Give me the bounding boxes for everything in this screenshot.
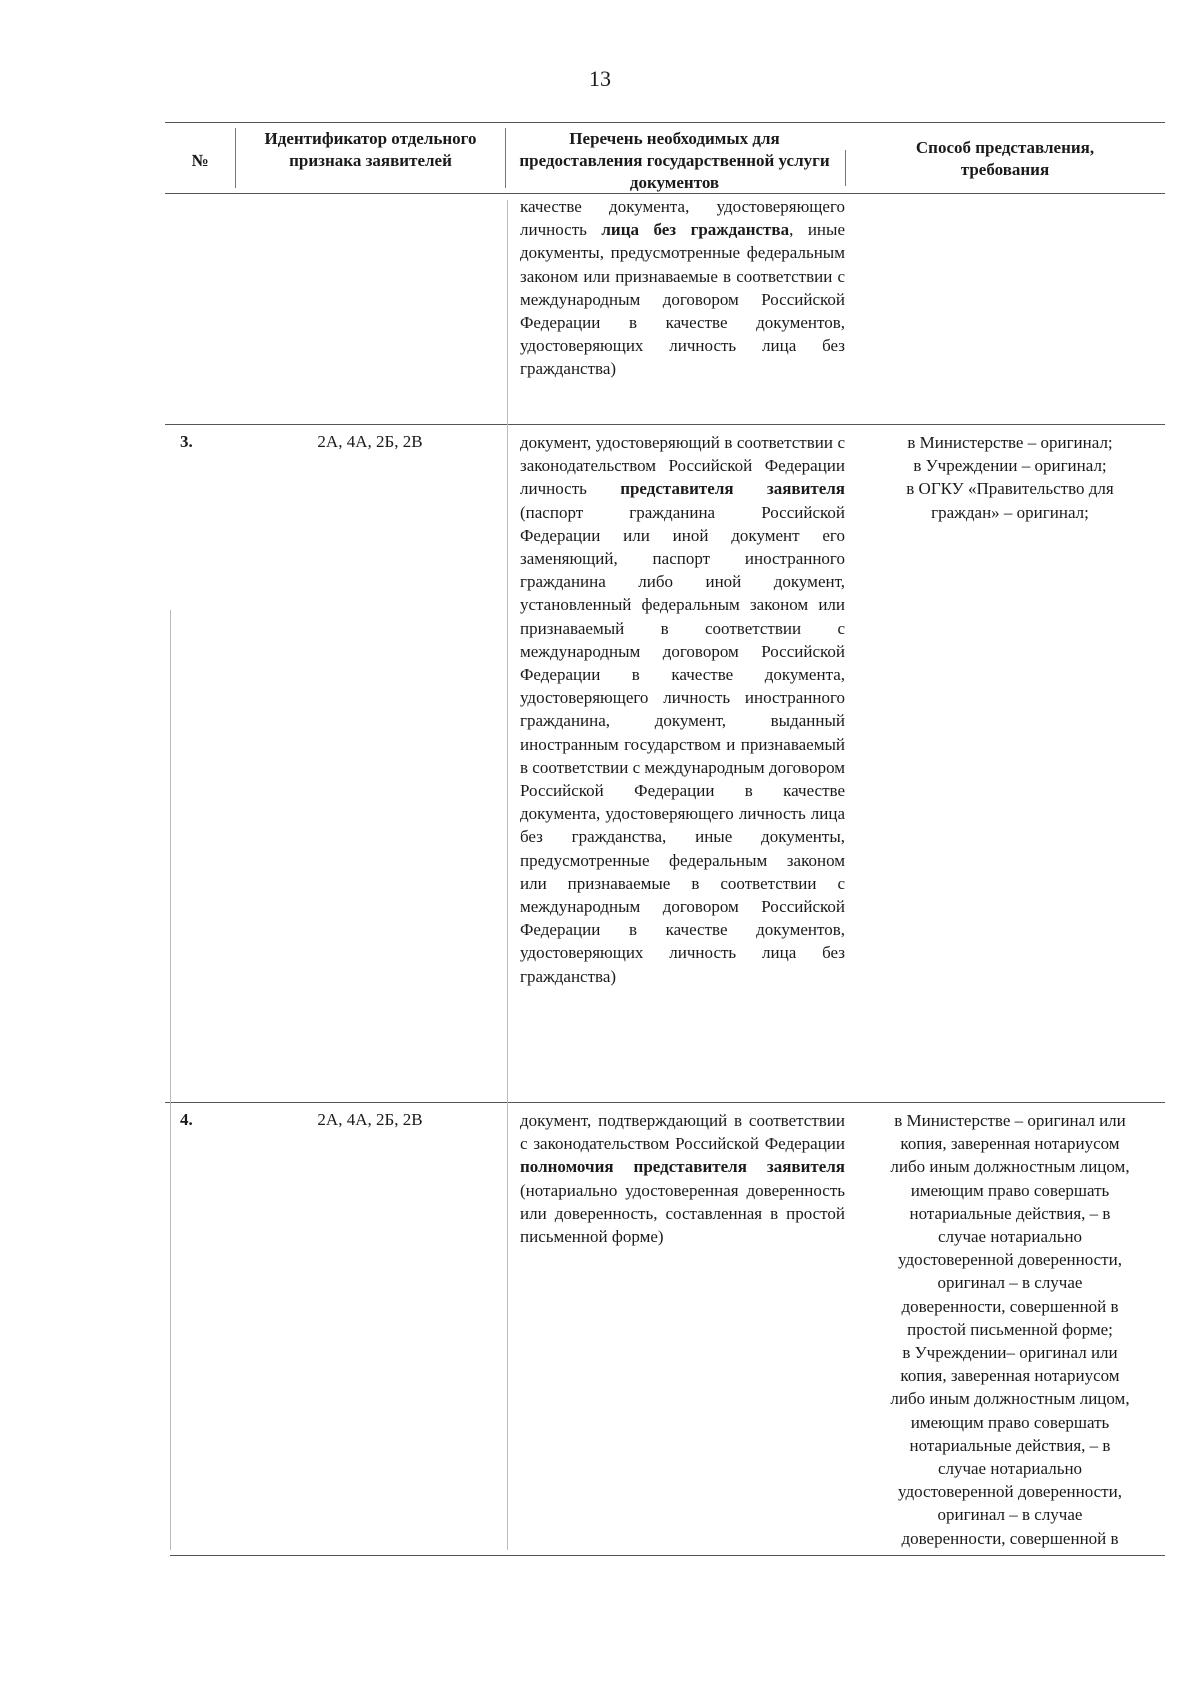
row-3-docs-bold: представителя заявителя <box>620 479 845 499</box>
continuation-text-end: , иные документы, предусмотренные федеральным законом или признаваемые в соответствии с международным договором Российской Федерации в качестве документов, удостоверяющих личность лица без гражданства) <box>520 220 845 379</box>
column-divider-2-body <box>507 200 508 1550</box>
row-3-method <box>860 431 1160 524</box>
column-divider-2 <box>505 128 506 188</box>
row-4-method-line: либо иным должностным лицом, <box>890 1157 1130 1177</box>
column-divider-1 <box>235 128 236 188</box>
row-4-number: 4. <box>180 1110 193 1129</box>
row-4-method-line: в Учреждении– оригинал или <box>902 1343 1118 1363</box>
row-4-docs-bold: полномочия представителя заявителя <box>520 1157 845 1177</box>
header-method: Способ представления, требования <box>915 138 1095 179</box>
row-3-identifiers: 2А, 4А, 2Б, 2В <box>317 432 423 451</box>
row-4-method-line: оригинал – в случае <box>937 1273 1083 1293</box>
row-4-method-line: нотариальные действия, – в <box>909 1203 1111 1223</box>
row-3-bottom-rule <box>165 1102 1165 1103</box>
row-3-number: 3. <box>180 432 193 451</box>
row-4-method-line: имеющим право совершать <box>910 1412 1110 1432</box>
row-4-method-line: случае нотариально <box>937 1227 1083 1247</box>
row-4-method-line: копия, заверенная нотариусом <box>900 1134 1120 1154</box>
column-divider-3 <box>845 150 846 186</box>
row-3-method-line: в Министерстве – оригинал; <box>907 433 1113 452</box>
row-4-method-line: удостоверенной доверенности, <box>898 1482 1122 1502</box>
row-4-documents <box>520 1109 845 1248</box>
row-4-docs-end: (нотариально удостоверенная доверенность или доверенность, составленная в простой письменной форме) <box>520 1180 845 1247</box>
continuation-documents <box>520 195 845 381</box>
row-3-documents <box>520 431 845 988</box>
header-documents: Перечень необходимых для предоставления государственной услуги документов <box>519 129 830 192</box>
header-number: № <box>191 151 209 170</box>
row-3-method-line: в Учреждении – оригинал; <box>913 456 1107 476</box>
row-4-method-line: копия, заверенная нотариусом <box>900 1366 1120 1386</box>
table-bottom-rule <box>170 1555 1165 1556</box>
table-top-rule <box>165 122 1165 123</box>
row-4-method-line: удостоверенной доверенности, <box>898 1250 1122 1270</box>
row-4-method-line: простой письменной форме; <box>907 1319 1113 1339</box>
row-4-method-line: имеющим право совершать <box>910 1180 1110 1200</box>
row-3-method-line: в ОГКУ «Правительство для <box>906 479 1114 499</box>
row-4-method-line: доверенности, совершенной в <box>901 1528 1119 1548</box>
row-4-method <box>855 1109 1165 1550</box>
row-4-identifiers: 2А, 4А, 2Б, 2В <box>317 1110 423 1129</box>
row-3-method-line: граждан» – оригинал; <box>931 502 1089 522</box>
row-4-method-line: в Министерстве – оригинал или <box>894 1111 1126 1130</box>
row-4-method-line: доверенности, совершенной в <box>901 1296 1119 1316</box>
header-identifier: Идентификатор отдельного признака заявителей <box>264 129 477 170</box>
page-number: 13 <box>589 66 611 91</box>
row-4-method-line: нотариальные действия, – в <box>909 1435 1111 1455</box>
row-3-docs-end: (паспорт гражданина Российской Федерации или иной документ его заменяющий, паспорт иностранного гражданина либо иной документ, установленный федеральным законом или признаваемый в соответствии с международным договором Российской Федерации в качестве документа, удостоверяющего личность иностранного гражданина, документ, выданный иностранным государством и признаваемый в соответствии с международным договором Российской Федерации в качестве документа, удостоверяющего личность лица без гражданства, иные документы, предусмотренные федеральным законом или признаваемые в соответствии с международным договором Российской Федерации в качестве документов, удостоверяющих личность лица без гражданства) <box>520 502 845 986</box>
left-border-body <box>170 610 171 1550</box>
row-4-method-line: оригинал – в случае <box>937 1505 1083 1525</box>
row-4-method-line: случае нотариально <box>937 1459 1083 1479</box>
row-4-method-line: либо иным должностным лицом, <box>890 1389 1130 1409</box>
row-4-docs-start: документ, подтверждающий в соответствии с законодательством Российской Федерации <box>520 1111 845 1154</box>
continuation-text-start: качестве документа, удостоверяющего личность <box>520 197 845 240</box>
row-2-bottom-rule <box>165 424 1165 425</box>
row-3-docs-start: документ, удостоверяющий в соответствии с законодательством Российской Федерации личность <box>520 433 845 499</box>
continuation-text-bold: лица без гражданства <box>601 220 790 240</box>
